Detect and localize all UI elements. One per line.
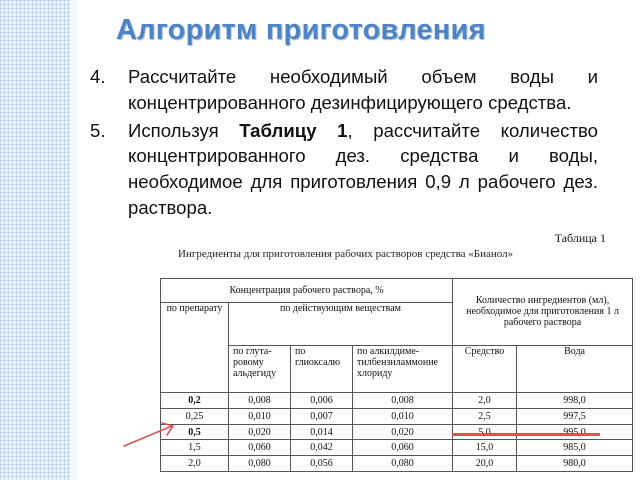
table-cell: 0,006 bbox=[291, 393, 353, 409]
table-cell: 15,0 bbox=[453, 440, 517, 456]
step-5-text-bold: Таблицу 1 bbox=[239, 119, 348, 141]
table-row bbox=[161, 456, 633, 472]
header-agent: Средство bbox=[453, 345, 517, 392]
table-cell: 0,010 bbox=[353, 409, 453, 425]
header-water: Вода bbox=[517, 345, 633, 392]
header-alkyl: по алкилдиме-тилбензиламмоние хлориду bbox=[353, 345, 453, 392]
table-cell: 997,5 bbox=[517, 409, 633, 425]
slide bbox=[70, 0, 640, 480]
step-5-text-after: , рассчитайте количество концентрированного дез. средства и воды, необходимое для приготовления 0,9 л рабочего дез. раствора. bbox=[128, 119, 598, 218]
table-cell: 0,080 bbox=[229, 456, 291, 472]
table-cell: 0,020 bbox=[353, 424, 453, 440]
table-cell: 998,0 bbox=[517, 393, 633, 409]
highlight-underline bbox=[452, 433, 600, 436]
table-cell: 2,0 bbox=[453, 393, 517, 409]
table-cell: 0,2 bbox=[161, 393, 229, 409]
header-glutaraldehyde: по глута-ровому альдегиду bbox=[229, 345, 291, 392]
step-4 bbox=[90, 64, 598, 116]
table-cell: 980,0 bbox=[517, 456, 633, 472]
step-4-text: Рассчитайте необходимый объем воды и концентрированного дезинфицирующего средства. bbox=[128, 66, 598, 113]
table-cell: 0,060 bbox=[229, 440, 291, 456]
header-by-active: по действующим веществам bbox=[229, 302, 453, 345]
table-cell: 0,007 bbox=[291, 409, 353, 425]
table-row bbox=[161, 409, 633, 425]
table-cell: 2,5 bbox=[453, 409, 517, 425]
step-5 bbox=[90, 118, 598, 221]
table-cell: 0,060 bbox=[353, 440, 453, 456]
table-cell: 20,0 bbox=[453, 456, 517, 472]
steps-list bbox=[90, 64, 598, 223]
table-cell: 0,020 bbox=[229, 424, 291, 440]
step-5-number: 5. bbox=[90, 119, 106, 141]
table-cell: 0,014 bbox=[291, 424, 353, 440]
header-quantity: Количество ингредиентов (мл), необходимое для приготовления 1 л рабочего раствора bbox=[453, 279, 633, 346]
table-cell: 0,008 bbox=[353, 393, 453, 409]
table-cell: 0,080 bbox=[353, 456, 453, 472]
table-cell: 1,5 bbox=[161, 440, 229, 456]
table-cell: 0,010 bbox=[229, 409, 291, 425]
step-5-text-before: Используя bbox=[128, 119, 240, 141]
header-by-preparation: по препарату bbox=[161, 302, 229, 393]
table-cell: 985,0 bbox=[517, 440, 633, 456]
table-cell: 2,0 bbox=[161, 456, 229, 472]
table-cell: 0,25 bbox=[161, 409, 229, 425]
slide-title: Алгоритм приготовления bbox=[116, 14, 486, 46]
table-caption: Ингредиенты для приготовления рабочих растворов средства «Бианол» bbox=[178, 248, 514, 260]
step-4-number: 4. bbox=[90, 66, 106, 87]
table-row bbox=[161, 440, 633, 456]
ingredients-table bbox=[160, 278, 633, 472]
red-arrow-icon bbox=[122, 418, 182, 448]
table-cell: 0,056 bbox=[291, 456, 353, 472]
table-cell: 0,042 bbox=[291, 440, 353, 456]
table-cell: 0,008 bbox=[229, 393, 291, 409]
header-glyoxal: по глиоксалю bbox=[291, 345, 353, 392]
table-tag: Таблица 1 bbox=[554, 231, 606, 245]
table-row bbox=[161, 393, 633, 409]
header-concentration: Концентрация рабочего раствора, % bbox=[161, 279, 453, 303]
table-cell: 0,5 bbox=[161, 424, 229, 440]
